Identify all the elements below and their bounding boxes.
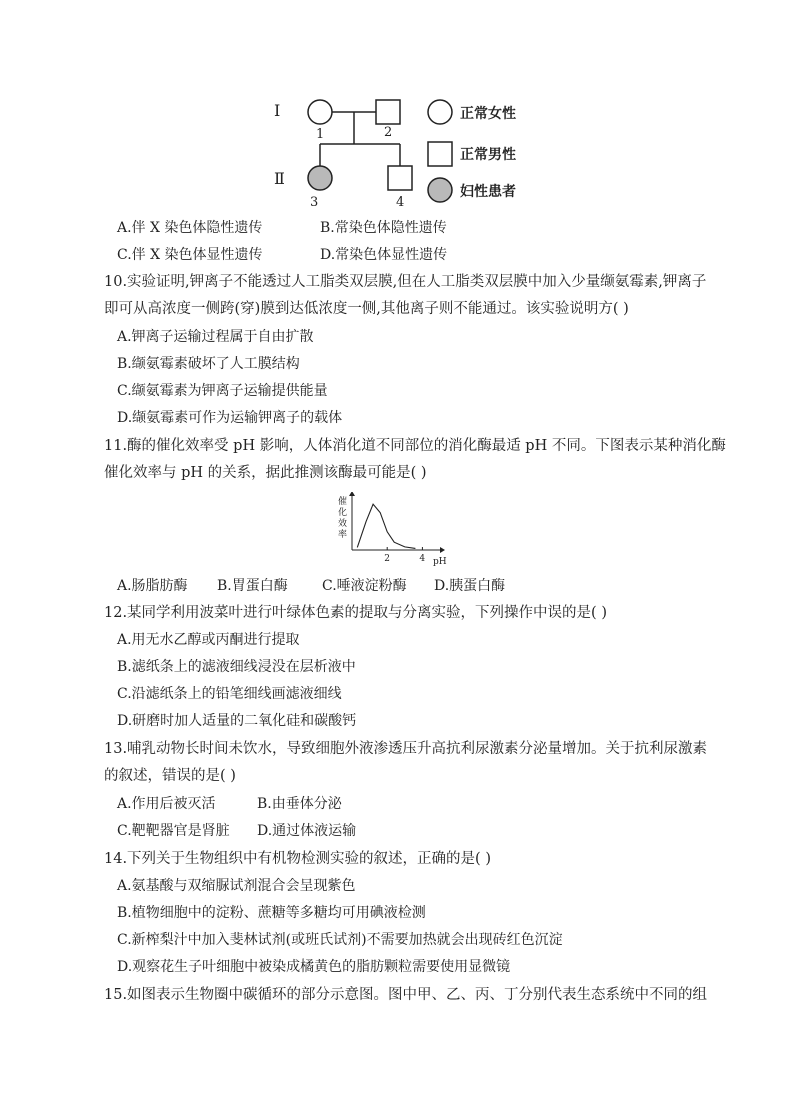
q10-option-a: A.钾离子运输过程属于自由扩散 bbox=[117, 329, 314, 345]
legend-female-label: 正常女性 bbox=[460, 106, 516, 122]
chart-xlabel: pH bbox=[433, 557, 447, 567]
q13-stem-line2: 的叙述，错误的是( ) bbox=[104, 768, 236, 784]
q13-stem-line1: 13.哺乳动物长时间未饮水，导致细胞外液渗透压升高抗利尿激素分泌量增加。关于抗利尿激素 bbox=[104, 741, 708, 757]
generation-1-label: Ⅰ bbox=[274, 101, 281, 120]
q9-option-a: A.伴 X 染色体隐性遗传 bbox=[117, 220, 263, 236]
q13-option-b: B.由垂体分泌 bbox=[257, 796, 342, 812]
female-1-symbol bbox=[308, 100, 332, 124]
q10-stem-line2: 即可从高浓度一侧跨(穿)膜到达低浓度一侧,其他离子则不能通过。该实验说明方( ) bbox=[104, 301, 629, 317]
ph-chart bbox=[334, 492, 464, 572]
q9-option-c: C.伴 X 染色体显性遗传 bbox=[117, 247, 263, 263]
legend-patient-icon bbox=[428, 178, 452, 202]
q10-option-b: B.缬氨霉素破坏了人工膜结构 bbox=[117, 356, 300, 372]
q10-option-d: D.缬氨霉素可作为运输钾离子的载体 bbox=[117, 410, 343, 426]
q12-stem-line1: 12.某同学利用波菜叶进行叶绿体色素的提取与分离实验，下列操作中误的是( ) bbox=[104, 605, 607, 621]
chart-series-line bbox=[357, 504, 415, 548]
chart-x-tick-label: 4 bbox=[419, 554, 426, 564]
chart-ylabel-char: 化 bbox=[338, 508, 348, 518]
male-4-symbol bbox=[388, 166, 412, 190]
q11-option-a: A.肠脂肪酶 bbox=[117, 578, 188, 594]
q12-option-c: C.沿滤纸条上的铅笔细线画滤液细线 bbox=[117, 686, 342, 702]
q11-stem-line1: 11.酶的催化效率受 pH 影响，人体消化道不同部位的消化酶最适 pH 不同。下图表示某种消化酶 bbox=[104, 438, 726, 454]
q14-stem-line1: 14.下列关于生物组织中有机物检测实验的叙述，正确的是( ) bbox=[104, 851, 491, 867]
q12-option-a: A.用无水乙醇或丙酮进行提取 bbox=[117, 632, 300, 648]
q14-option-c: C.新榨梨汁中加入斐林试剂(或班氏试剂)不需要加热就会出现砖红色沉淀 bbox=[117, 932, 563, 948]
individual-3-label: 3 bbox=[310, 195, 319, 210]
generation-2-label: Ⅱ bbox=[274, 169, 285, 188]
chart-ylabel-char: 催 bbox=[338, 497, 348, 507]
pedigree-figure bbox=[268, 94, 568, 214]
chart-ylabel-char: 效 bbox=[338, 519, 348, 529]
q15-stem-line1: 15.如图表示生物圈中碳循环的部分示意图。图中甲、乙、丙、丁分别代表生态系统中不同的组 bbox=[104, 987, 708, 1003]
q12-option-d: D.研磨时加人适量的二氧化硅和碳酸钙 bbox=[117, 713, 357, 729]
chart-x-tick-label: 2 bbox=[384, 554, 390, 564]
legend-male-icon bbox=[428, 142, 452, 166]
chart-ylabel-char: 率 bbox=[338, 530, 348, 540]
q14-option-a: A.氨基酸与双缩脲试剂混合会呈现紫色 bbox=[117, 878, 356, 894]
individual-1-label: 1 bbox=[316, 127, 325, 142]
q10-stem-line1: 10.实验证明,钾离子不能透过人工脂类双层膜,但在人工脂类双层膜中加入少量缬氨霉素,钾离子 bbox=[104, 274, 707, 290]
q13-option-a: A.作用后被灭活 bbox=[117, 796, 216, 812]
legend-female-icon bbox=[428, 100, 452, 124]
male-2-symbol bbox=[376, 100, 400, 124]
chart-x-arrow bbox=[440, 547, 445, 553]
q13-option-c: C.靶靶器官是肾脏 bbox=[117, 823, 230, 839]
q9-option-b: B.常染色体隐性遗传 bbox=[320, 220, 447, 236]
individual-4-label: 4 bbox=[396, 195, 405, 210]
q9-option-d: D.常染色体显性遗传 bbox=[320, 247, 448, 263]
q12-option-b: B.滤纸条上的滤液细线浸没在层析液中 bbox=[117, 659, 356, 675]
q11-stem-line2: 催化效率与 pH 的关系，据此推测该酶最可能是( ) bbox=[104, 465, 427, 481]
q10-option-c: C.缬氨霉素为钾离子运输提供能量 bbox=[117, 383, 328, 399]
q14-option-d: D.观察花生子叶细胞中被染成橘黄色的脂肪颗粒需要使用显微镜 bbox=[117, 959, 511, 975]
individual-2-label: 2 bbox=[384, 125, 393, 140]
q14-option-b: B.植物细胞中的淀粉、蔗糖等多糖均可用碘液检测 bbox=[117, 905, 426, 921]
legend-male-label: 正常男性 bbox=[460, 147, 516, 163]
chart-y-arrow bbox=[349, 492, 355, 496]
q13-option-d: D.通过体液运输 bbox=[257, 823, 357, 839]
patient-female-3-symbol bbox=[308, 166, 332, 190]
legend-patient-label: 妇性患者 bbox=[460, 184, 516, 200]
q11-option-c: C.唾液淀粉酶 bbox=[322, 578, 407, 594]
q11-option-b: B.胃蛋白酶 bbox=[217, 578, 288, 594]
q11-option-d: D.胰蛋白酶 bbox=[434, 578, 506, 594]
